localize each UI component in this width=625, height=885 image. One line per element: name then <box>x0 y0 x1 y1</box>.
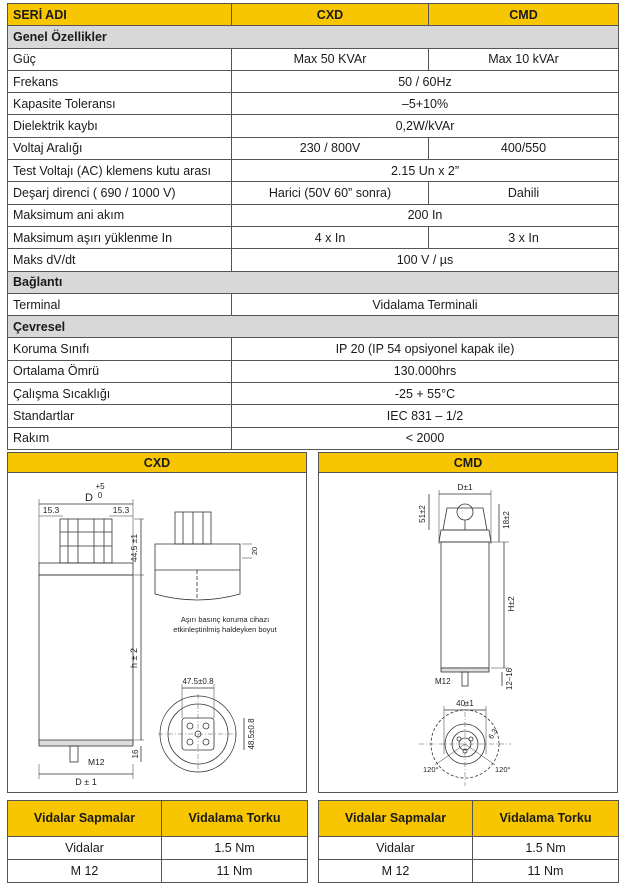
row-label: Frekans <box>8 70 232 92</box>
torque-header-torque: Vidalama Torku <box>162 801 308 837</box>
section-connection: Bağlantı <box>8 271 619 293</box>
row-label: Maks dV/dt <box>8 249 232 271</box>
dim-terminal-height: 48.5±0.8 <box>247 718 256 750</box>
section-general: Genel Özellikler <box>8 26 619 48</box>
dim-d-bottom: D ± 1 <box>75 777 97 787</box>
cmd-technical-drawing <box>319 474 617 792</box>
section-environment: Çevresel <box>8 316 619 338</box>
cxd-drawing-title: CXD <box>8 453 306 473</box>
section-row <box>8 26 619 48</box>
cmd-dim-cap-height: 18±2 <box>502 511 511 529</box>
shared-value: 0,2W/kVAr <box>232 115 619 137</box>
m12-stud <box>70 746 78 762</box>
torque-header-row <box>319 801 619 837</box>
row-label: Maksimum ani akım <box>8 204 232 226</box>
table-row <box>8 293 619 315</box>
table-row <box>8 383 619 405</box>
capacitor-body <box>39 575 133 743</box>
shared-value: 50 / 60Hz <box>232 70 619 92</box>
shared-value: 100 V / µs <box>232 249 619 271</box>
row-label: Rakım <box>8 427 232 449</box>
table-row <box>8 182 619 204</box>
table-row <box>8 48 619 70</box>
table-row <box>8 860 308 883</box>
cmd-value: 3 x In <box>429 226 619 248</box>
shared-value: IP 20 (IP 54 opsiyonel kapak ile) <box>232 338 619 360</box>
shared-value: 2.15 Un x 2” <box>232 160 619 182</box>
cxd-value: 230 / 800V <box>232 137 429 159</box>
torque-header-screws: Vidalar Sapmalar <box>319 801 473 837</box>
shared-value: < 2000 <box>232 427 619 449</box>
cmd-torque-table <box>318 800 619 883</box>
table-row <box>319 837 619 860</box>
table-row <box>8 226 619 248</box>
cxd-value: Max 50 KVAr <box>232 48 429 70</box>
row-label: Koruma Sınıfı <box>8 338 232 360</box>
table-row <box>8 360 619 382</box>
torque-header-screws: Vidalar Sapmalar <box>8 801 162 837</box>
side-body-top <box>155 570 240 600</box>
cmd-stud-label: M12 <box>435 677 451 686</box>
cmd-value: 400/550 <box>429 137 619 159</box>
table-row <box>8 115 619 137</box>
cmd-value: Dahili <box>429 182 619 204</box>
row-label: Terminal <box>8 293 232 315</box>
row-label: Çalışma Sıcaklığı <box>8 383 232 405</box>
row-label: Standartlar <box>8 405 232 427</box>
table-row <box>8 204 619 226</box>
cmd-dim-top-height: 51±2 <box>418 505 427 523</box>
table-row <box>8 249 619 271</box>
cmd-drawing-panel <box>318 452 618 793</box>
cmd-dim-height: H±2 <box>506 596 516 612</box>
section-row <box>8 271 619 293</box>
dim-20: 20 <box>250 546 259 556</box>
side-cap <box>155 544 240 570</box>
overpressure-note-1: Aşırı basınç koruma cihazı <box>180 615 270 624</box>
cmd-value: Max 10 kVAr <box>429 48 619 70</box>
table-row <box>8 70 619 92</box>
torque-cell: 1.5 Nm <box>473 837 619 860</box>
stud-label: M12 <box>88 757 105 767</box>
torque-cell: 11 Nm <box>473 860 619 883</box>
table-row <box>8 137 619 159</box>
table-row <box>8 427 619 449</box>
table-row <box>319 860 619 883</box>
cmd-dim-stud-height: 12–16 <box>505 667 514 691</box>
dim-d-top: D <box>85 492 93 504</box>
cxd-value: 4 x In <box>232 226 429 248</box>
row-label: Maksimum aşırı yüklenme In <box>8 226 232 248</box>
overpressure-note-2: etkinleştirilmiş haldeyken boyut <box>173 625 277 634</box>
cmd-dim-d: D±1 <box>457 482 473 492</box>
cxd-value: Harici (50V 60” sonra) <box>232 182 429 204</box>
cmd-angle-right: 120° <box>495 765 511 774</box>
table-row <box>8 338 619 360</box>
row-label: Kapasite Toleransı <box>8 93 232 115</box>
torque-cell: Vidalar <box>319 837 473 860</box>
torque-cell: Vidalar <box>8 837 162 860</box>
spec-header-row <box>8 4 619 26</box>
torque-cell: 1.5 Nm <box>162 837 308 860</box>
spec-table <box>7 3 619 450</box>
row-label: Dielektrik kaybı <box>8 115 232 137</box>
dim-right-width: 15.3 <box>112 505 130 515</box>
cmd-body <box>441 542 489 668</box>
table-row <box>8 837 308 860</box>
torque-cell: 11 Nm <box>162 860 308 883</box>
shared-value: 200 In <box>232 204 619 226</box>
series-cmd: CMD <box>429 4 619 26</box>
section-row <box>8 316 619 338</box>
shared-value: Vidalama Terminali <box>232 293 619 315</box>
row-label: Ortalama Ömrü <box>8 360 232 382</box>
table-row <box>8 160 619 182</box>
cap-ring <box>39 563 133 575</box>
dim-d-tol-plus: +5 <box>95 482 105 491</box>
table-row <box>8 93 619 115</box>
row-label: Test Voltajı (AC) klemens kutu arası <box>8 160 232 182</box>
cxd-technical-drawing <box>8 474 306 792</box>
cxd-torque-table <box>7 800 308 883</box>
shared-value: IEC 831 – 1/2 <box>232 405 619 427</box>
dim-top-height: 44.5 ±1 <box>129 533 139 563</box>
series-cxd: CXD <box>232 4 429 26</box>
cmd-drawing-title: CMD <box>319 453 617 473</box>
dim-bottom-height: 16 <box>131 749 140 759</box>
row-label: Güç <box>8 48 232 70</box>
torque-header-torque: Vidalama Torku <box>473 801 619 837</box>
cmd-terminal-top <box>457 504 473 520</box>
cmd-dim-hole: 6.3 <box>486 726 500 741</box>
dim-left-width: 15.3 <box>42 505 60 515</box>
shared-value: 130.000hrs <box>232 360 619 382</box>
shared-value: –5+10% <box>232 93 619 115</box>
torque-cell: M 12 <box>8 860 162 883</box>
table-row <box>8 405 619 427</box>
torque-header-row <box>8 801 308 837</box>
cmd-dim-flange-width: 40±1 <box>456 699 474 708</box>
row-label: Voltaj Aralığı <box>8 137 232 159</box>
row-label: Deşarj direnci ( 690 / 1000 V) <box>8 182 232 204</box>
cmd-angle-left: 120° <box>423 765 439 774</box>
cmd-cap <box>439 530 491 542</box>
shared-value: -25 + 55°C <box>232 383 619 405</box>
dim-terminal-width: 47.5±0.8 <box>182 677 214 686</box>
dim-d-tol-minus: 0 <box>97 491 103 500</box>
torque-cell: M 12 <box>319 860 473 883</box>
cxd-drawing-panel <box>7 452 307 793</box>
series-label: SERİ ADI <box>8 4 232 26</box>
cmd-stud <box>462 672 468 686</box>
dim-height: h ± 2 <box>129 648 139 668</box>
